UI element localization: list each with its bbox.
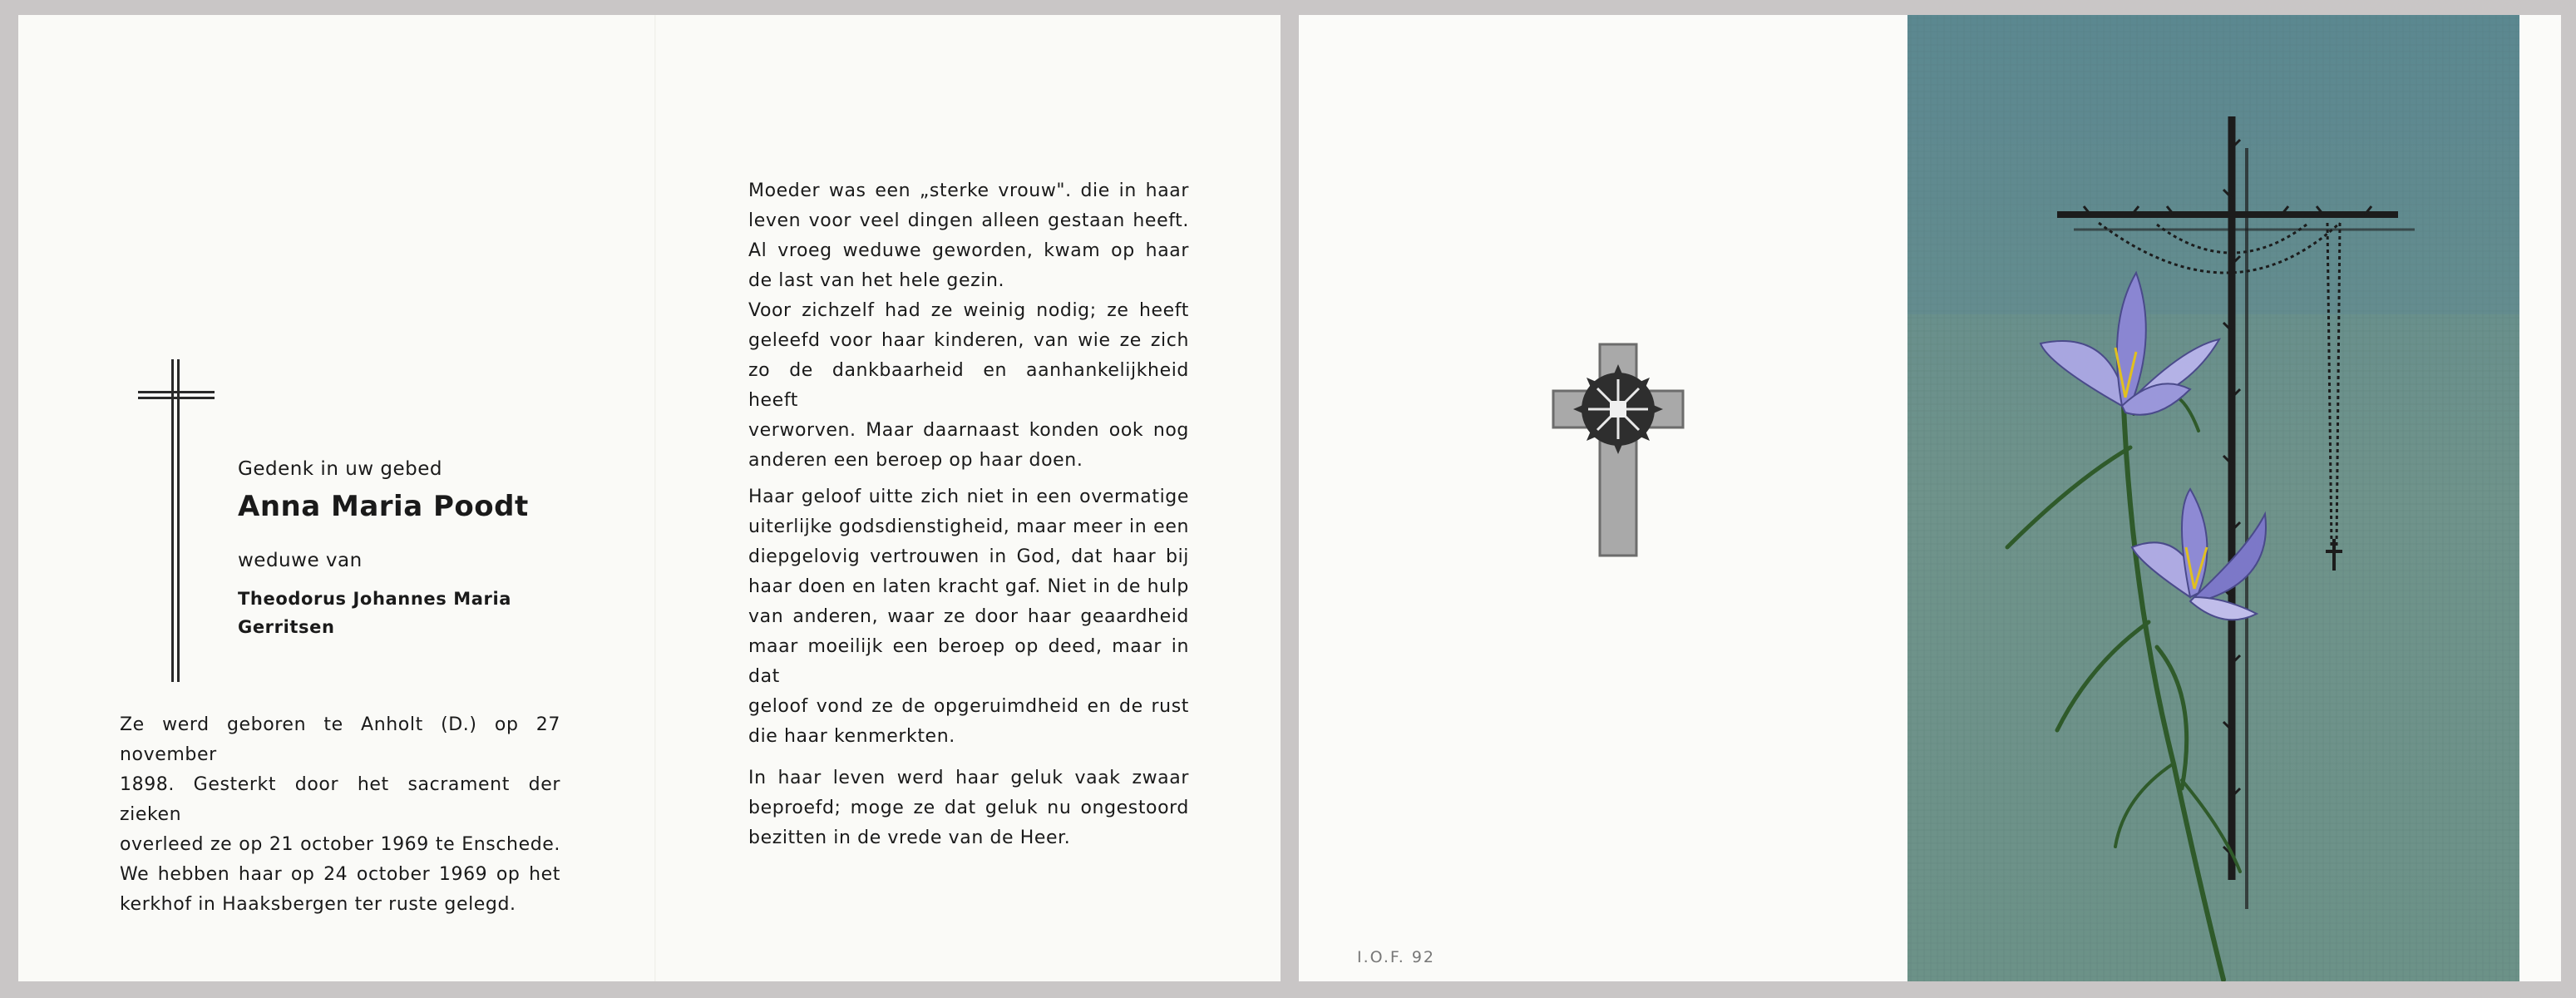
fold-line xyxy=(654,15,656,981)
husband-name xyxy=(238,585,511,641)
text-line: beproefd; moge ze dat geluk nu ongestoord xyxy=(748,798,1189,818)
paragraph-mother xyxy=(748,176,1189,476)
text-line: In haar leven werd haar geluk vaak zwaar xyxy=(748,768,1189,788)
text-line: Voor zichzelf had ze weinig nodig; ze heeft xyxy=(748,300,1189,321)
text-line: Al vroeg weduwe geworden, kwam op haar xyxy=(748,240,1189,261)
cross-icon xyxy=(135,359,218,682)
paragraph-prayer xyxy=(748,763,1189,853)
text-line: kerkhof in Haaksbergen ter ruste gelegd. xyxy=(120,894,516,915)
text-line: 1898. Gesterkt door het sacrament der zieken xyxy=(120,774,560,825)
text-line: Moeder was een „sterke vrouw". die in haar xyxy=(748,180,1189,201)
text-line: Haar geloof uitte zich niet in een overmatige xyxy=(748,487,1189,507)
text-line: diepgelovig vertrouwen in God, dat haar bij xyxy=(748,546,1189,567)
text-line: geleefd voor haar kinderen, van wie ze zich xyxy=(748,330,1189,351)
widow-of-label: weduwe van xyxy=(238,550,363,571)
text-line: de last van het hele gezin. xyxy=(748,270,1005,291)
text-line: anderen een beroep op haar doen. xyxy=(748,450,1083,471)
lily-cross-rosary-painting xyxy=(1907,15,2519,981)
text-line: maar moeilijk een beroep op deed, maar in dat xyxy=(748,636,1189,687)
text-line: zo de dankbaarheid en aanhankelijkheid heeft xyxy=(748,360,1189,411)
text-line: bezitten in de vrede van de Heer. xyxy=(748,828,1071,848)
text-line: die haar kenmerkten. xyxy=(748,726,955,747)
intro-text: Gedenk in uw gebed xyxy=(238,458,443,480)
ornate-cross-icon xyxy=(1552,343,1685,559)
husband-name-line: Theodorus Johannes Maria xyxy=(238,589,512,609)
deceased-name: Anna Maria Poodt xyxy=(238,490,529,523)
text-line: overleed ze op 21 october 1969 te Enschede. xyxy=(120,834,560,855)
text-line: Ze werd geboren te Anholt (D.) op 27 november xyxy=(120,714,560,765)
paragraph-faith xyxy=(748,482,1189,752)
birth-death-text xyxy=(120,710,560,920)
text-line: geloof vond ze de opgeruimdheid en de rust xyxy=(748,696,1189,717)
text-line: We hebben haar op 24 october 1969 op het xyxy=(120,864,560,885)
text-line: van anderen, waar ze door haar geaardheid xyxy=(748,606,1189,627)
text-line: haar doen en laten kracht gaf. Niet in de hulp xyxy=(748,576,1189,597)
printer-code: I.O.F. 92 xyxy=(1357,948,1435,966)
husband-name-line: Gerritsen xyxy=(238,617,335,637)
text-line: verworven. Maar daarnaast konden ook nog xyxy=(748,420,1189,441)
text-line: uiterlijke godsdienstigheid, maar meer in een xyxy=(748,516,1189,537)
text-line: leven voor veel dingen alleen gestaan heeft. xyxy=(748,210,1189,231)
